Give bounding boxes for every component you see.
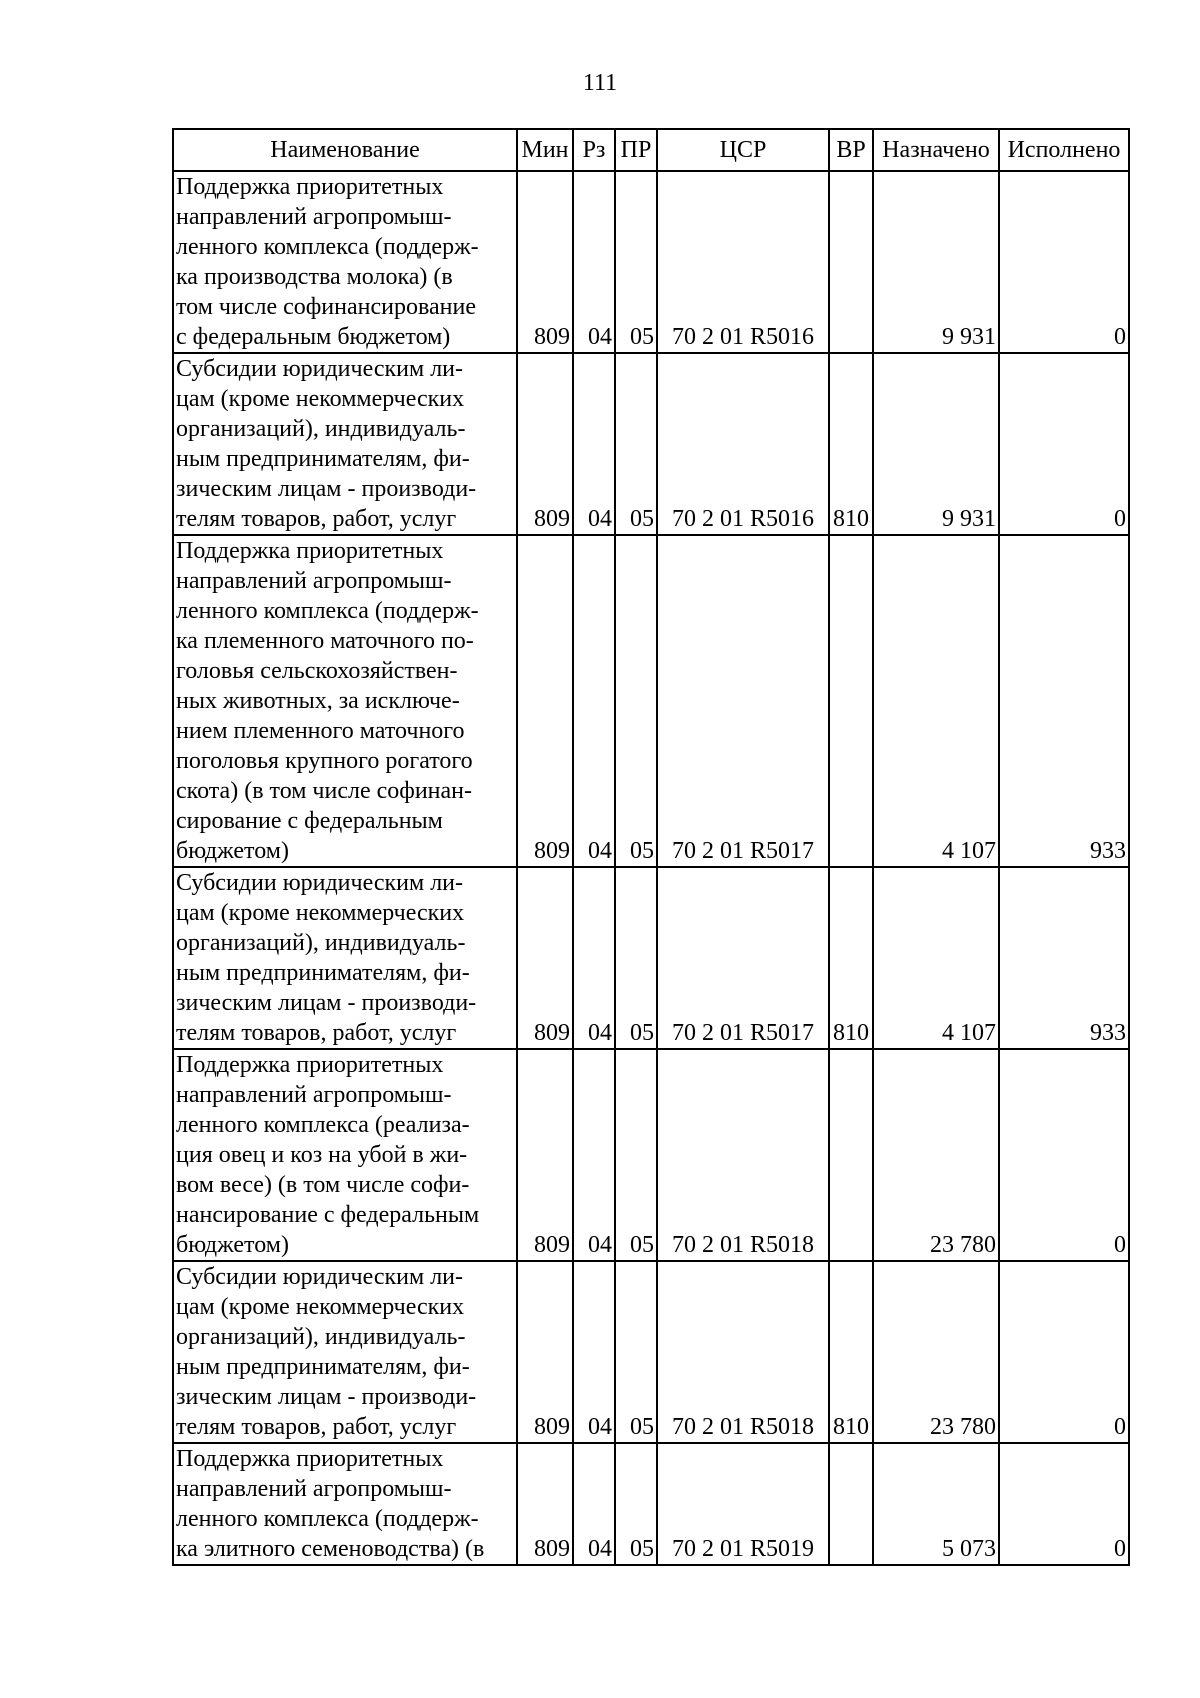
page-number: 111 (582, 70, 618, 96)
row-rz: 04 (573, 171, 615, 353)
table-row (173, 171, 1129, 353)
row-vr: 810 (829, 867, 873, 1049)
row-pr: 05 (615, 535, 657, 867)
row-executed: 933 (999, 867, 1129, 1049)
row-vr (829, 535, 873, 867)
row-csr: 70 2 01 R5016 (657, 171, 829, 353)
row-min: 809 (517, 1261, 573, 1443)
header-pr: ПР (615, 129, 657, 171)
row-pr: 05 (615, 1261, 657, 1443)
row-executed: 0 (999, 1049, 1129, 1261)
header-name: Наименование (173, 129, 517, 171)
row-name: Субсидии юридическим ли- цам (кроме некоммерческих организаций), индивидуаль- ным предпринимателям, фи- зическим лицам - производи- телям товаров, работ, услуг (173, 353, 517, 535)
header-rz: Рз (573, 129, 615, 171)
row-min: 809 (517, 353, 573, 535)
table-header-row (173, 129, 1129, 171)
table-row (173, 1261, 1129, 1443)
row-rz: 04 (573, 1261, 615, 1443)
row-name: Поддержка приоритетных направлений агропромыш- ленного комплекса (поддерж- ка производства молока) (в том числе софинансирование с федеральным бюджетом) (173, 171, 517, 353)
row-rz: 04 (573, 1443, 615, 1565)
row-min: 809 (517, 1049, 573, 1261)
row-name: Поддержка приоритетных направлений агропромыш- ленного комплекса (поддерж- ка племенного маточного по- головья сельскохозяйствен- ных животных, за исключе- нием племенного маточного поголовья крупного рогатого скота) (в том числе софинан- сирование с федеральным бюджетом) (173, 535, 517, 867)
row-vr (829, 1049, 873, 1261)
row-min: 809 (517, 867, 573, 1049)
row-executed: 0 (999, 171, 1129, 353)
row-csr: 70 2 01 R5018 (657, 1261, 829, 1443)
row-vr: 810 (829, 1261, 873, 1443)
row-assigned: 4 107 (873, 867, 999, 1049)
table-row (173, 867, 1129, 1049)
row-rz: 04 (573, 867, 615, 1049)
row-vr (829, 171, 873, 353)
budget-table (172, 128, 1130, 1566)
row-csr: 70 2 01 R5018 (657, 1049, 829, 1261)
row-rz: 04 (573, 353, 615, 535)
row-csr: 70 2 01 R5016 (657, 353, 829, 535)
row-assigned: 9 931 (873, 171, 999, 353)
row-pr: 05 (615, 353, 657, 535)
row-name: Субсидии юридическим ли- цам (кроме некоммерческих организаций), индивидуаль- ным предпринимателям, фи- зическим лицам - производи- телям товаров, работ, услуг (173, 867, 517, 1049)
row-name: Поддержка приоритетных направлений агропромыш- ленного комплекса (поддерж- ка элитного семеноводства) (в (173, 1443, 517, 1565)
row-rz: 04 (573, 535, 615, 867)
header-assigned: Назначено (873, 129, 999, 171)
row-name: Поддержка приоритетных направлений агропромыш- ленного комплекса (реализа- ция овец и коз на убой в жи- вом весе) (в том числе софи- нансирование с федеральным бюджетом) (173, 1049, 517, 1261)
row-csr: 70 2 01 R5017 (657, 867, 829, 1049)
row-executed: 933 (999, 535, 1129, 867)
row-rz: 04 (573, 1049, 615, 1261)
row-assigned: 23 780 (873, 1049, 999, 1261)
header-vr: ВР (829, 129, 873, 171)
row-assigned: 9 931 (873, 353, 999, 535)
row-min: 809 (517, 171, 573, 353)
row-min: 809 (517, 535, 573, 867)
row-executed: 0 (999, 1443, 1129, 1565)
row-pr: 05 (615, 1443, 657, 1565)
row-assigned: 5 073 (873, 1443, 999, 1565)
row-executed: 0 (999, 353, 1129, 535)
row-csr: 70 2 01 R5017 (657, 535, 829, 867)
row-vr: 810 (829, 353, 873, 535)
row-name: Субсидии юридическим ли- цам (кроме некоммерческих организаций), индивидуаль- ным предпринимателям, фи- зическим лицам - производи- телям товаров, работ, услуг (173, 1261, 517, 1443)
row-pr: 05 (615, 867, 657, 1049)
header-min: Мин (517, 129, 573, 171)
table-row (173, 353, 1129, 535)
row-executed: 0 (999, 1261, 1129, 1443)
row-vr (829, 1443, 873, 1565)
row-pr: 05 (615, 171, 657, 353)
row-assigned: 4 107 (873, 535, 999, 867)
row-pr: 05 (615, 1049, 657, 1261)
row-csr: 70 2 01 R5019 (657, 1443, 829, 1565)
header-executed: Исполнено (999, 129, 1129, 171)
table-row (173, 1443, 1129, 1565)
header-csr: ЦСР (657, 129, 829, 171)
row-assigned: 23 780 (873, 1261, 999, 1443)
table-row (173, 1049, 1129, 1261)
table-row (173, 535, 1129, 867)
row-min: 809 (517, 1443, 573, 1565)
